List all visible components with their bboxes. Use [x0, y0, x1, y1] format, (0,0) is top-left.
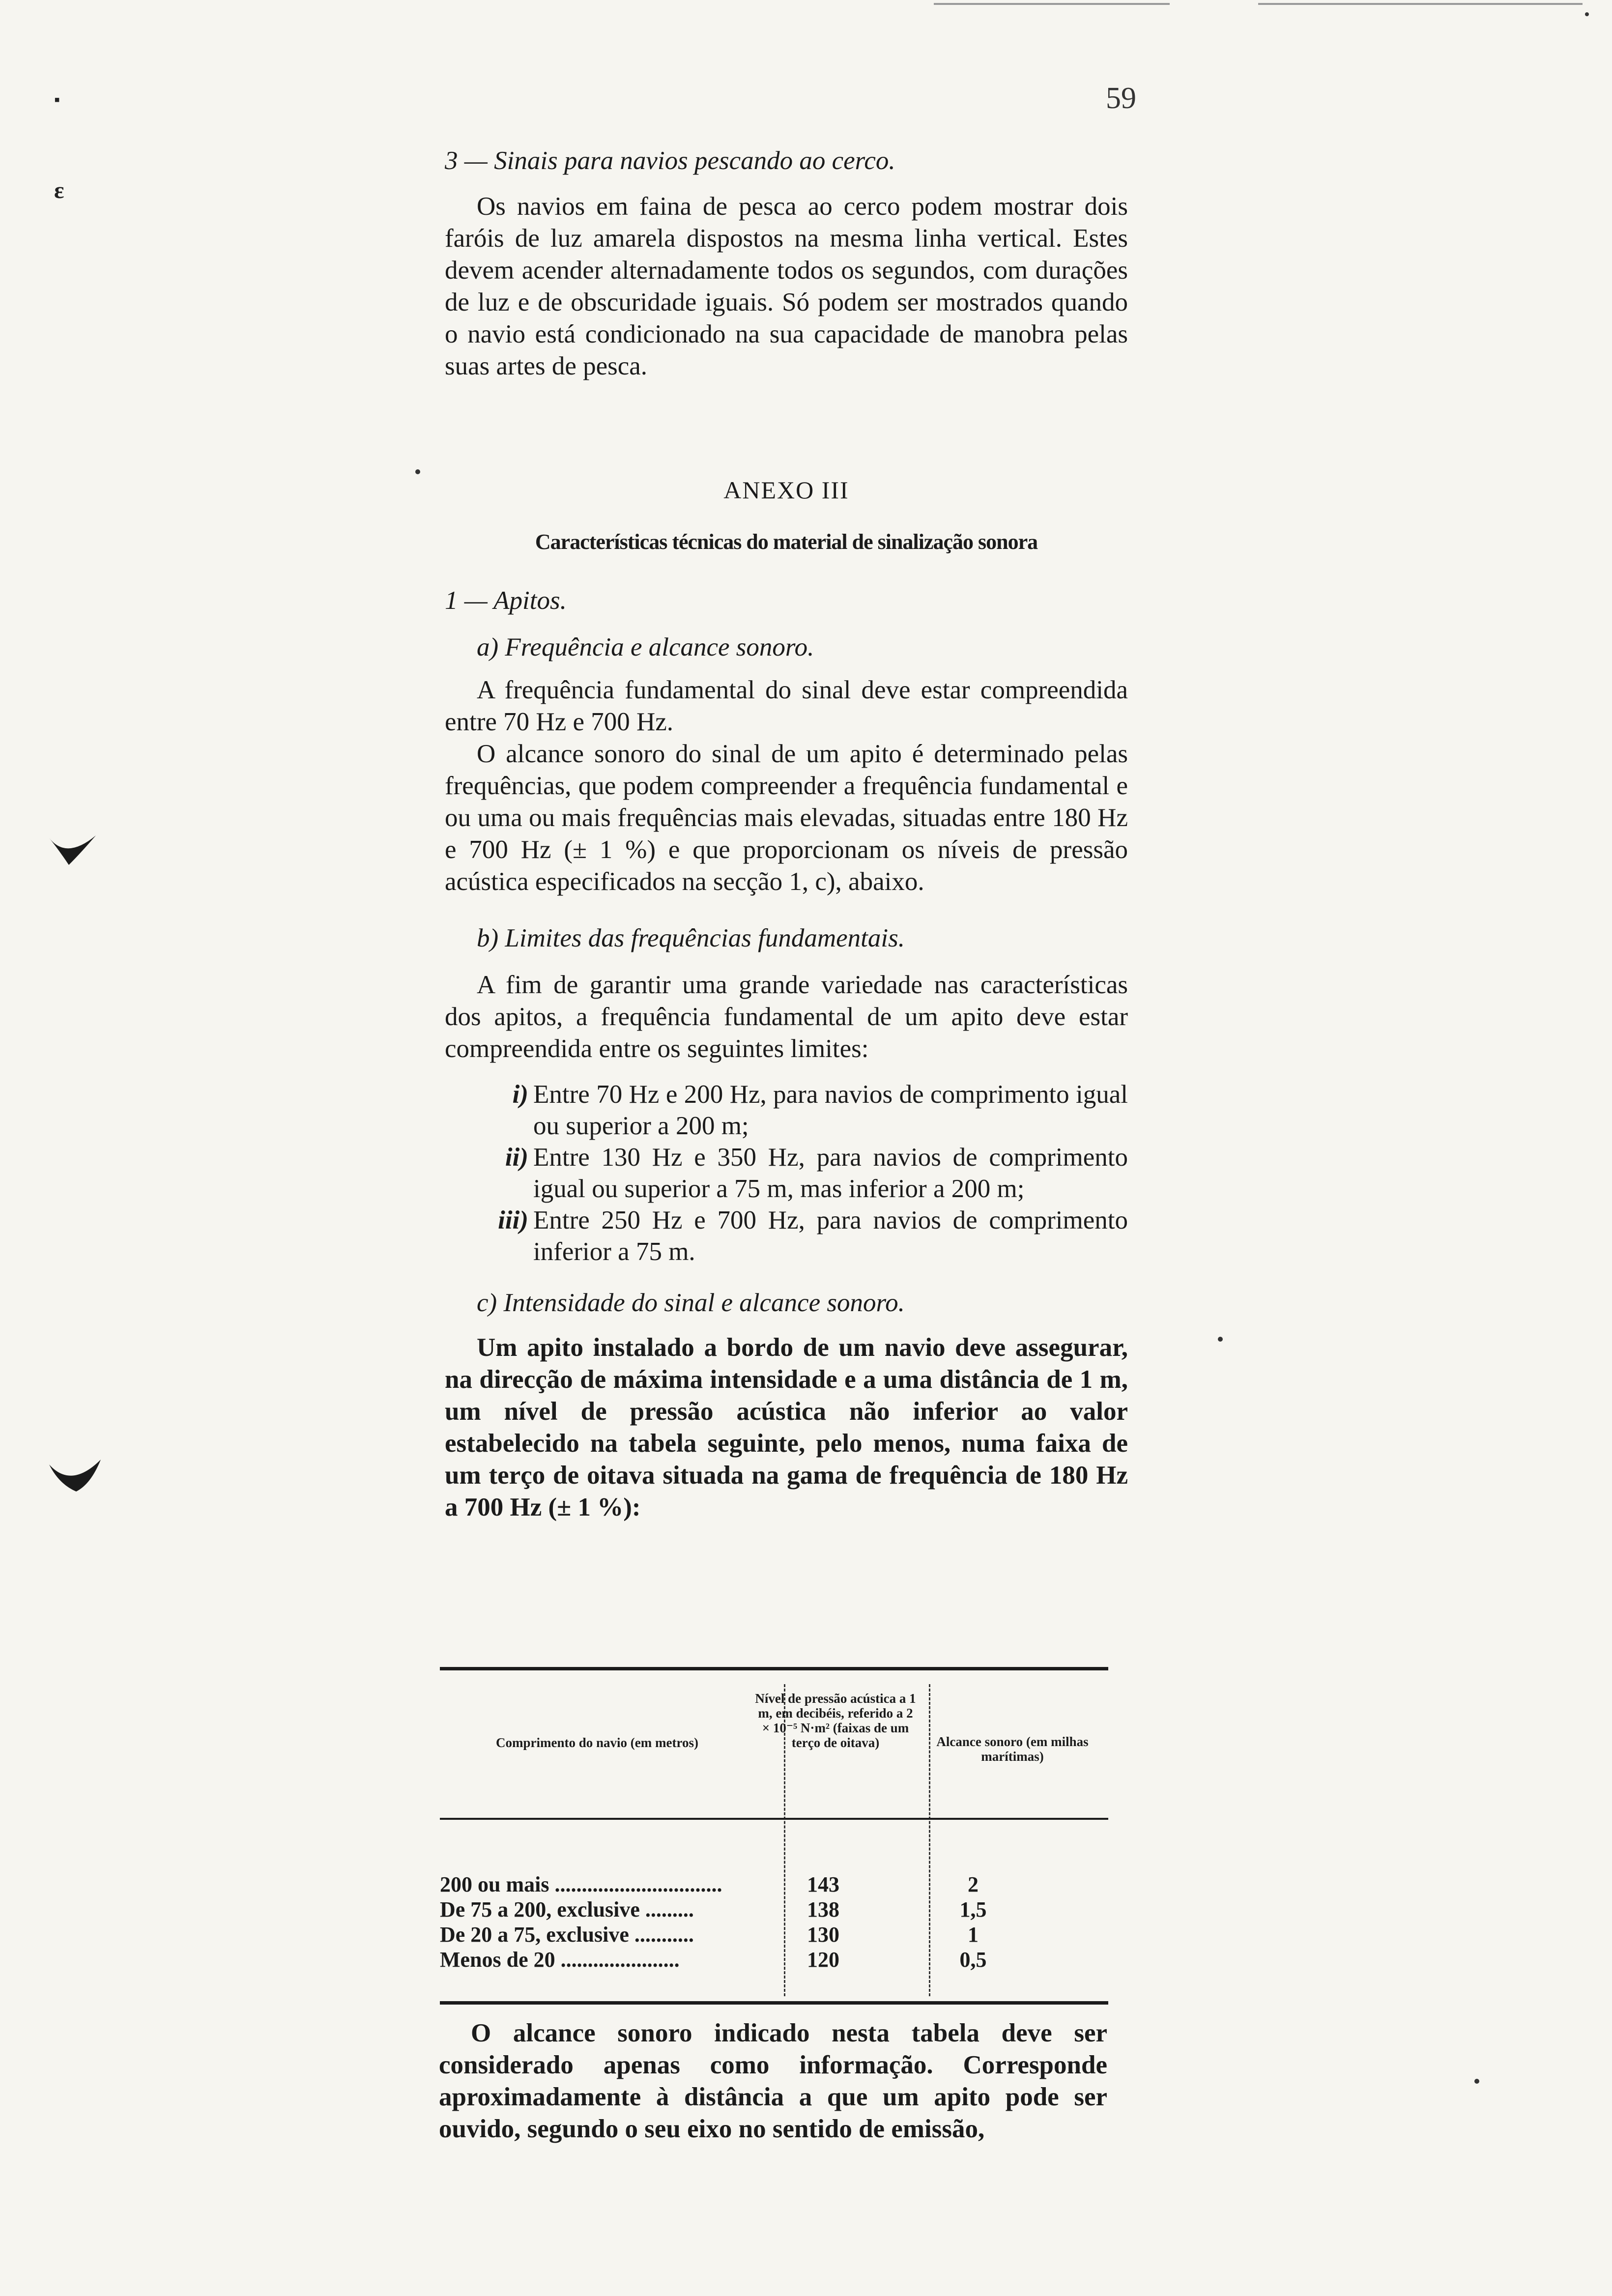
cell-length: De 20 a 75, exclusive ...........: [440, 1923, 694, 1947]
limits-list: [445, 1079, 1128, 1267]
speck: [1218, 1337, 1223, 1342]
cell-level: 120: [807, 1948, 839, 1972]
punch-hole-shape: [49, 835, 96, 865]
closing-paragraph: O alcance sonoro indicado nesta tabela deve ser considerado apenas como informação. Corresponde aproximadamente à distância a que um apito pode ser ouvido, segundo o seu eixo no sentido de emissão,: [439, 2019, 1107, 2143]
subsection-a-paragraph-2: O alcance sonoro do sinal de um apito é determinado pelas frequências, que podem compreender a frequência fundamental e ou uma ou mais frequências mais elevadas, situadas entre 180 Hz e 700 Hz (± 1 %) e que proporcionam os níveis de pressão acústica especificados na secção 1, c), abaixo.: [445, 740, 1128, 896]
cell-range: 2: [968, 1872, 979, 1896]
list-item-text: Entre 70 Hz e 200 Hz, para navios de comprimento igual ou superior a 200 m;: [533, 1080, 1128, 1140]
annex-subtitle: Características técnicas do material de sinalização sonora: [535, 530, 1038, 554]
margin-mark: ε: [54, 177, 64, 203]
list-item: [474, 1079, 1128, 1142]
table-header-pressure: Nível de pressão acústica a 1 m, em decibéis, referido a 2 × 10⁻⁵ N·m² (faixas de um terço de oitava): [755, 1691, 916, 1750]
cell-level: 138: [807, 1897, 839, 1922]
table-header-rule: [440, 1818, 1108, 1820]
scan-top-rule: [1258, 3, 1583, 5]
list-item: [474, 1205, 1128, 1267]
margin-mark: ▪: [54, 91, 60, 109]
speck: [1585, 12, 1589, 16]
annex-header: [445, 474, 1128, 558]
table-row: [440, 1872, 1108, 1897]
scan-top-rule: [934, 3, 1170, 5]
cell-level: 143: [807, 1872, 839, 1896]
list-item-number: ii): [505, 1143, 528, 1172]
section-3-heading: 3 — Sinais para navios pescando ao cerco.: [445, 146, 895, 175]
closing-section: [439, 2017, 1107, 2145]
subsection-a-paragraph-1: A frequência fundamental do sinal deve estar compreendida entre 70 Hz e 700 Hz.: [445, 676, 1128, 736]
list-item-text: Entre 130 Hz e 350 Hz, para navios de comprimento igual ou superior a 75 m, mas inferior a 200 m;: [533, 1143, 1128, 1203]
cell-length: Menos de 20 ......................: [440, 1948, 680, 1972]
annex-title: ANEXO III: [723, 476, 849, 504]
cell-range: 1,5: [959, 1897, 987, 1922]
list-item-text: Entre 250 Hz e 700 Hz, para navios de comprimento inferior a 75 m.: [533, 1206, 1128, 1266]
speck: [1474, 2079, 1479, 2084]
table-header-range: Alcance sonoro (em milhas marítimas): [936, 1734, 1089, 1764]
subsection-c-paragraph: Um apito instalado a bordo de um navio deve assegurar, na direcção de máxima intensidade e a uma distância de 1 m, um nível de pressão acústica não inferior ao valor estabelecido na tabela seguinte, pelo menos, numa faixa de um terço de oitava situada na gama de frequência de 180 Hz a 700 Hz (± 1 %):: [445, 1333, 1128, 1521]
speck: [415, 469, 420, 474]
subsection-b-heading: b) Limites das frequências fundamentais.: [477, 924, 905, 952]
punch-hole-icon: [47, 1450, 106, 1494]
table-body: [440, 1872, 1108, 1972]
cell-range: 0,5: [959, 1948, 987, 1972]
list-item-number: i): [512, 1080, 528, 1109]
table-row: [440, 1922, 1108, 1947]
cell-length: 200 ou mais ...............................: [440, 1872, 722, 1896]
subsection-b-paragraph: A fim de garantir uma grande variedade nas características dos apitos, a frequência fundamental de um apito deve estar compreendida entre os seguintes limites:: [445, 971, 1128, 1063]
table-row: [440, 1947, 1108, 1972]
subsection-c-heading: c) Intensidade do sinal e alcance sonoro.: [477, 1289, 905, 1317]
section-1-heading: 1 — Apitos.: [445, 586, 567, 615]
list-item: [474, 1142, 1128, 1205]
section-1: [445, 585, 1128, 1523]
section-3: [445, 145, 1128, 382]
list-item-number: iii): [498, 1206, 528, 1234]
punch-hole-icon: [47, 831, 101, 870]
cell-length: De 75 a 200, exclusive .........: [440, 1897, 694, 1922]
cell-level: 130: [807, 1923, 839, 1947]
section-3-paragraph: Os navios em faina de pesca ao cerco podem mostrar dois faróis de luz amarela dispostos na mesma linha vertical. Estes devem acender alternadamente todos os segundos, com durações de luz e de obscuridade iguais. Só podem ser mostrados quando o navio está condicionado na sua capacidade de manobra pelas suas artes de pesca.: [445, 192, 1128, 380]
subsection-a-heading: a) Frequência e alcance sonoro.: [477, 633, 814, 661]
punch-hole-shape: [49, 1460, 101, 1492]
sound-level-table: [440, 1667, 1108, 2005]
cell-range: 1: [968, 1923, 979, 1947]
page-number: 59: [1106, 82, 1136, 115]
table-header-length: Comprimento do navio (em metros): [496, 1735, 698, 1750]
table-row: [440, 1897, 1108, 1922]
